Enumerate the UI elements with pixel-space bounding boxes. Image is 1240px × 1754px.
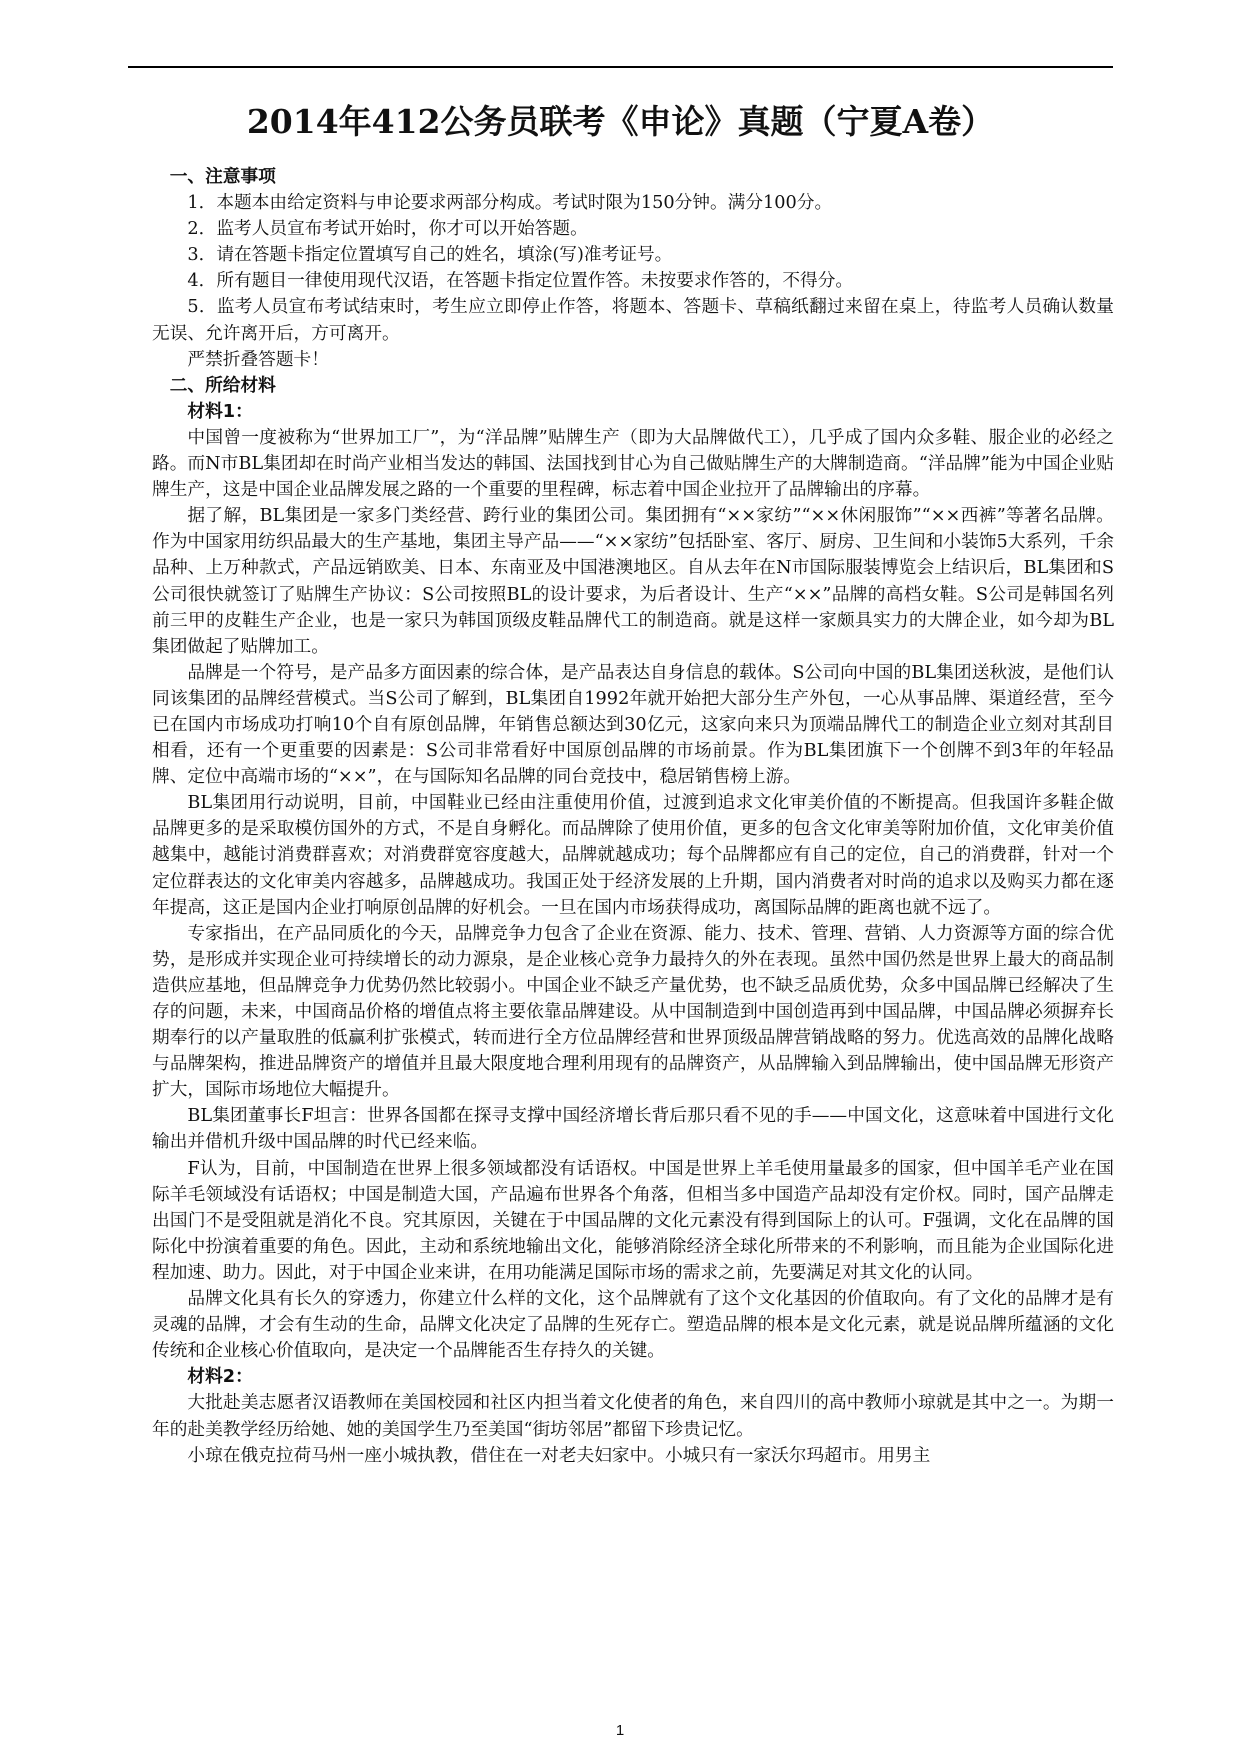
section-heading-materials: 二、所给材料: [169, 375, 276, 396]
material-1-label: 材料1：: [187, 401, 253, 422]
material-paragraph: BL集团用行动说明，目前，中国鞋业已经由注重使用价值，过渡到追求文化审美价值的不断提高。但我国许多鞋企做品牌更多的是采取模仿国外的方式，不是自身孵化。而品牌除了使用价值，更多的包含文化审美等附加价值，文化审美价值越集中，越能讨消费群喜欢；对消费群宽容度越大，品牌就越成功；每个品牌都应有自己的定位，自己的消费群，针对一个定位群表达的文化审美内容越多，品牌越成功。我国正处于经济发展的上升期，国内消费者对时尚的追求以及购买力都在逐年提高，这正是国内企业打响原创品牌的好机会。一旦在国内市场获得成功，离国际品牌的距离也就不远了。: [152, 793, 1114, 918]
material-paragraph: 小琼在俄克拉荷马州一座小城执教，借住在一对老夫妇家中。小城只有一家沃尔玛超市。用男主: [187, 1445, 931, 1466]
material-paragraph: 据了解，BL集团是一家多门类经营、跨行业的集团公司。集团拥有“××家纺”“××休闲服饰”“××西裤”等著名品牌。作为中国家用纺织品最大的生产基地，集团主导产品——“××家纺”包括卧室、客厅、厨房、卫生间和小装饰5大系列，千余品种、上万种款式，产品远销欧美、日本、东南亚及中国港澳地区。自从去年在N市国际服装博览会上结识后，BL集团和S公司很快就签订了贴牌生产协议：S公司按照BL的设计要求，为后者设计、生产“××”品牌的高档女鞋。S公司是韩国名列前三甲的皮鞋生产企业，也是一家只为韩国顶级皮鞋品牌代工的制造商。就是这样一家颇具实力的大牌企业，如今却为BL集团做起了贴牌加工。: [152, 506, 1114, 657]
notice-item: 2．监考人员宣布考试开始时，你才可以开始答题。: [187, 219, 588, 240]
page-number: 1: [615, 1722, 625, 1739]
page-title: 2014年412公务员联考《申论》真题（宁夏A卷）: [246, 102, 995, 141]
notice-item: 3．请在答题卡指定位置填写自己的姓名，填涂(写)准考证号。: [187, 245, 673, 266]
material-paragraph: 品牌文化具有长久的穿透力，你建立什么样的文化，这个品牌就有了这个文化基因的价值取向。有了文化的品牌才是有灵魂的品牌，才会有生动的生命，品牌文化决定了品牌的生死存亡。塑造品牌的根本是文化元素，就是说品牌所蕴涵的文化传统和企业核心价值取向，是决定一个品牌能否生存持久的关键。: [152, 1289, 1114, 1362]
material-2-label: 材料2：: [187, 1367, 253, 1388]
material-paragraph: 专家指出，在产品同质化的今天，品牌竞争力包含了企业在资源、能力、技术、管理、营销、人力资源等方面的综合优势，是形成并实现企业可持续增长的动力源泉，是企业核心竞争力最持久的外在表现。虽然中国仍然是世界上最大的商品制造供应基地，但品牌竞争力优势仍然比较弱小。中国企业不缺乏产量优势，也不缺乏品质优势，众多中国品牌已经解决了生存的问题，未来，中国商品价格的增值点将主要依靠品牌建设。从中国制造到中国创造再到中国品牌，中国品牌必须摒弃长期奉行的以产量取胜的低赢利扩张模式，转而进行全方位品牌经营和世界顶级品牌营销战略的努力。优选高效的品牌化战略与品牌架构，推进品牌资产的增值并且最大限度地合理利用现有的品牌资产，从品牌输入到品牌输出，使中国品牌无形资产扩大，国际市场地位大幅提升。: [152, 923, 1114, 1101]
material-paragraph: 品牌是一个符号，是产品多方面因素的综合体，是产品表达自身信息的载体。S公司向中国的BL集团送秋波，是他们认同该集团的品牌经营模式。当S公司了解到，BL集团自1992年就开始把大部分生产外包，一心从事品牌、渠道经营，至今已在国内市场成功打响10个自有原创品牌，年销售总额达到30亿元，这家向来只为顶端品牌代工的制造企业立刻对其刮目相看，还有一个更重要的因素是：S公司非常看好中国原创品牌的市场前景。作为BL集团旗下一个创牌不到3年的年轻品牌、定位中高端市场的“××”，在与国际知名品牌的同台竞技中，稳居销售榜上游。: [152, 662, 1114, 788]
material-paragraph: 大批赴美志愿者汉语教师在美国校园和社区内担当着文化使者的角色，来自四川的高中教师小琼就是其中之一。为期一年的赴美教学经历给她、她的美国学生乃至美国“街坊邻居”都留下珍贵记忆。: [152, 1393, 1114, 1440]
notice-item: 4．所有题目一律使用现代汉语，在答题卡指定位置作答。未按要求作答的，不得分。: [187, 271, 854, 292]
material-paragraph: F认为，目前，中国制造在世界上很多领域都没有话语权。中国是世界上羊毛使用量最多的国家，但中国羊毛产业在国际羊毛领域没有话语权；中国是制造大国，产品遍布世界各个角落，但相当多中国造产品却没有定价权。同时，国产品牌走出国门不是受阻就是消化不良。究其原因，关键在于中国品牌的文化元素没有得到国际上的认可。F强调，文化在品牌的国际化中扮演着重要的角色。因此，主动和系统地输出文化，能够消除经济全球化所带来的不利影响，而且能为企业国际化进程加速、助力。因此，对于中国企业来讲，在用功能满足国际市场的需求之前，先要满足对其文化的认同。: [152, 1158, 1114, 1283]
document-body: [152, 164, 1114, 1469]
notice-item: 1．本题本由给定资料与申论要求两部分构成。考试时限为150分钟。满分100分。: [187, 193, 833, 214]
notice-item: 5．监考人员宣布考试结束时，考生应立即停止作答，将题本、答题卡、草稿纸翻过来留在桌上，待监考人员确认数量无误、允许离开后，方可离开。: [152, 297, 1114, 344]
notice-warning: 严禁折叠答题卡！: [187, 349, 329, 370]
section-heading-notice: 一、注意事项: [169, 167, 276, 187]
header-rule: [128, 66, 1113, 68]
material-paragraph: BL集团董事长F坦言：世界各国都在探寻支撑中国经济增长背后那只看不见的手——中国文化，这意味着中国进行文化输出并借机升级中国品牌的时代已经来临。: [152, 1106, 1114, 1153]
material-paragraph: 中国曾一度被称为“世界加工厂”，为“洋品牌”贴牌生产（即为大品牌做代工），几乎成了国内众多鞋、服企业的必经之路。而N市BL集团却在时尚产业相当发达的韩国、法国找到甘心为自己做贴牌生产的大牌制造商。“洋品牌”能为中国企业贴牌生产，这是中国企业品牌发展之路的一个重要的里程碑，标志着中国企业拉开了品牌输出的序幕。: [152, 427, 1114, 501]
